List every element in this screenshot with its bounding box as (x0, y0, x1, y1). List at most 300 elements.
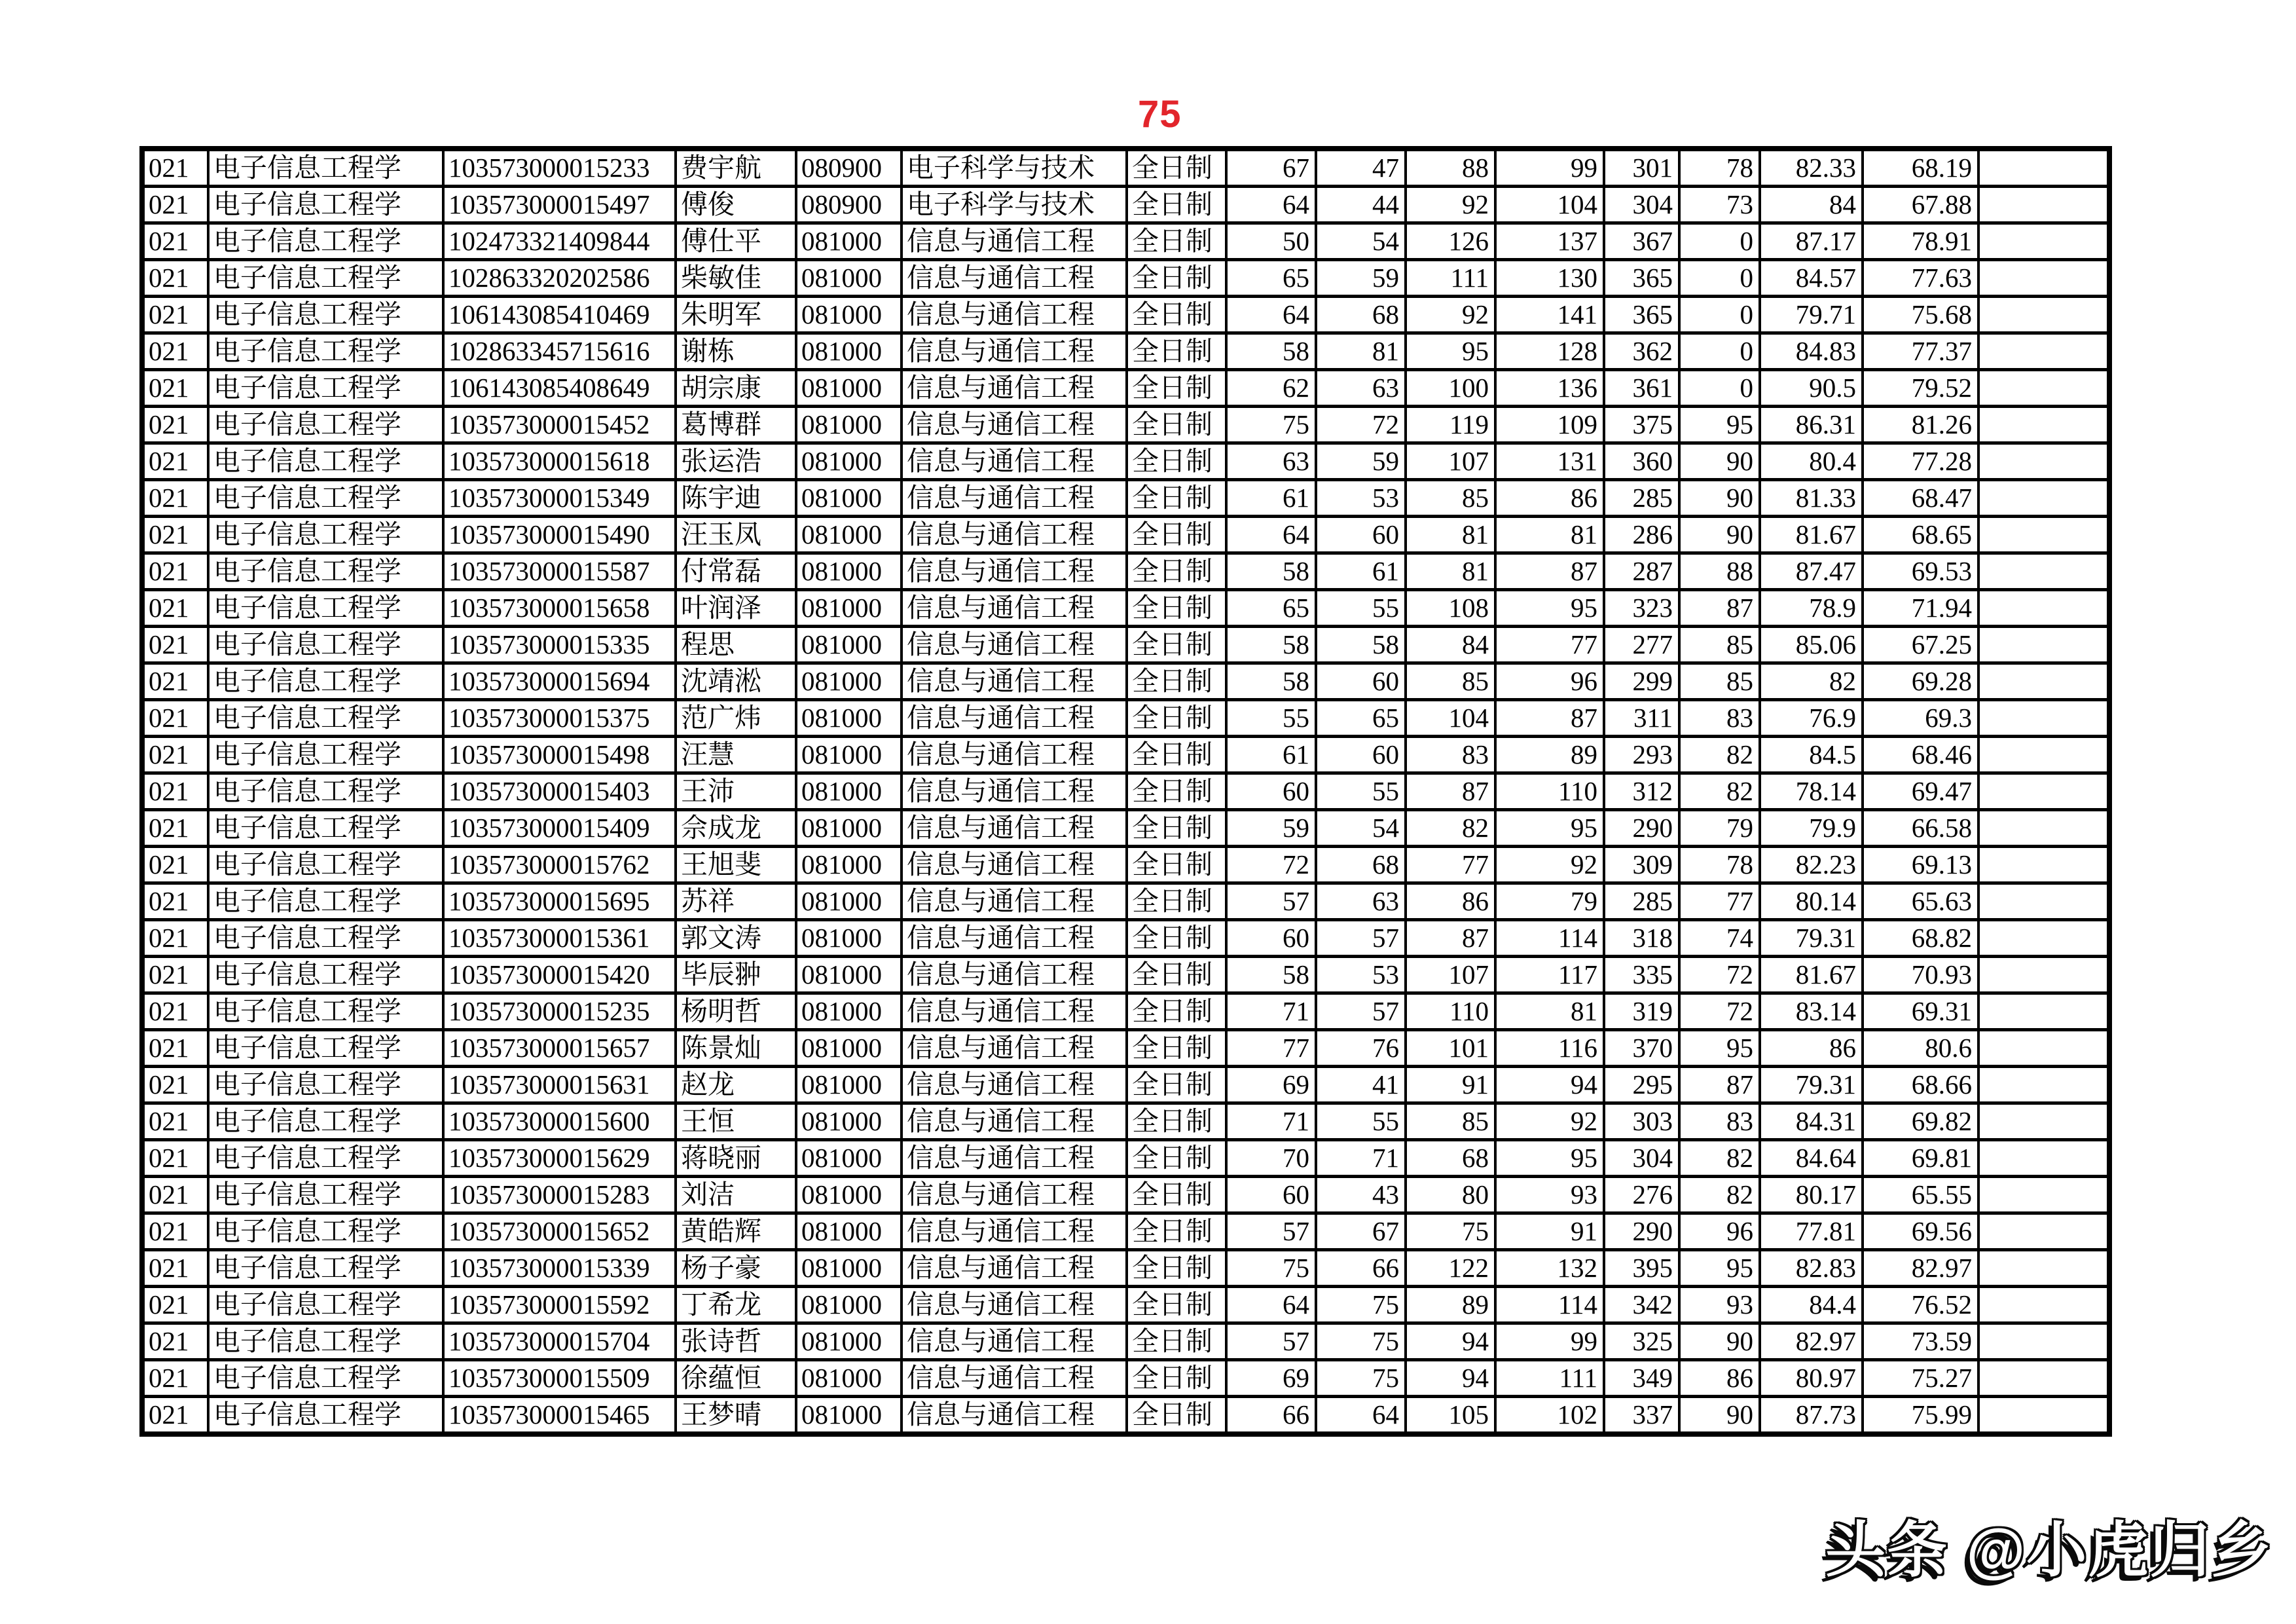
table-cell: 119 (1406, 407, 1495, 443)
table-cell: 277 (1604, 627, 1679, 663)
table-cell: 335 (1604, 957, 1679, 993)
table-cell: 全日制 (1127, 149, 1226, 187)
table-cell: 103573000015420 (443, 957, 676, 993)
table-cell: 021 (142, 187, 208, 223)
table-cell: 60 (1226, 773, 1316, 810)
table-cell: 65.63 (1863, 883, 1978, 920)
table-cell: 全日制 (1127, 333, 1226, 370)
table-cell (1978, 1067, 2109, 1103)
table-cell: 81 (1495, 993, 1604, 1030)
table-cell: 电子信息工程学 (208, 847, 443, 883)
table-cell (1978, 517, 2109, 553)
table-cell: 张诗哲 (676, 1323, 796, 1360)
table-cell: 81 (1316, 333, 1406, 370)
table-cell: 75 (1406, 1213, 1495, 1250)
table-cell: 79.31 (1760, 920, 1863, 957)
table-cell: 83 (1679, 1103, 1760, 1140)
table-cell: 77 (1679, 883, 1760, 920)
table-cell: 全日制 (1127, 407, 1226, 443)
table-cell: 081000 (796, 223, 902, 260)
table-cell: 75 (1226, 1250, 1316, 1287)
table-cell: 72 (1679, 993, 1760, 1030)
table-cell: 081000 (796, 1213, 902, 1250)
table-cell: 101 (1406, 1030, 1495, 1067)
table-cell (1978, 993, 2109, 1030)
table-row (142, 443, 2109, 480)
table-cell: 68.66 (1863, 1067, 1978, 1103)
table-cell: 电子信息工程学 (208, 1140, 443, 1177)
table-cell: 128 (1495, 333, 1604, 370)
table-row (142, 223, 2109, 260)
table-cell: 77.81 (1760, 1213, 1863, 1250)
table-cell: 103573000015349 (443, 480, 676, 517)
table-cell: 021 (142, 700, 208, 737)
table-cell: 021 (142, 1177, 208, 1213)
table-cell: 77 (1406, 847, 1495, 883)
table-cell: 87.47 (1760, 553, 1863, 590)
table-cell: 104 (1495, 187, 1604, 223)
table-row (142, 1287, 2109, 1323)
table-cell: 71 (1226, 993, 1316, 1030)
table-cell: 47 (1316, 149, 1406, 187)
table-cell: 107 (1406, 443, 1495, 480)
admission-score-table (139, 146, 2112, 1437)
table-cell: 80.17 (1760, 1177, 1863, 1213)
table-cell: 84.5 (1760, 737, 1863, 773)
table-cell: 64 (1226, 1287, 1316, 1323)
table-cell: 021 (142, 590, 208, 627)
table-cell: 信息与通信工程 (902, 443, 1127, 480)
table-cell: 信息与通信工程 (902, 737, 1127, 773)
table-cell (1978, 1103, 2109, 1140)
table-cell: 021 (142, 1030, 208, 1067)
table-cell: 081000 (796, 1140, 902, 1177)
table-cell: 信息与通信工程 (902, 407, 1127, 443)
table-cell: 66 (1226, 1397, 1316, 1435)
table-cell: 367 (1604, 223, 1679, 260)
table-cell: 全日制 (1127, 957, 1226, 993)
table-cell (1978, 443, 2109, 480)
table-cell: 55 (1316, 1103, 1406, 1140)
table-cell: 电子信息工程学 (208, 517, 443, 553)
table-cell: 68.65 (1863, 517, 1978, 553)
table-row (142, 187, 2109, 223)
table-cell: 375 (1604, 407, 1679, 443)
table-cell: 021 (142, 1103, 208, 1140)
table-cell: 65 (1226, 260, 1316, 297)
table-cell: 82 (1760, 663, 1863, 700)
table-cell: 309 (1604, 847, 1679, 883)
table-cell: 60 (1226, 920, 1316, 957)
table-cell (1978, 1287, 2109, 1323)
table-cell: 290 (1604, 1213, 1679, 1250)
table-cell: 69.3 (1863, 700, 1978, 737)
table-row (142, 1360, 2109, 1397)
table-cell: 信息与通信工程 (902, 333, 1127, 370)
table-cell: 91 (1495, 1213, 1604, 1250)
table-cell: 89 (1495, 737, 1604, 773)
table-cell: 103573000015335 (443, 627, 676, 663)
table-cell: 信息与通信工程 (902, 883, 1127, 920)
table-cell: 103573000015235 (443, 993, 676, 1030)
table-cell: 103573000015490 (443, 517, 676, 553)
table-cell: 电子信息工程学 (208, 223, 443, 260)
table-cell: 73 (1679, 187, 1760, 223)
table-cell: 信息与通信工程 (902, 627, 1127, 663)
table-cell: 80.14 (1760, 883, 1863, 920)
table-cell: 信息与通信工程 (902, 993, 1127, 1030)
table-cell: 信息与通信工程 (902, 1323, 1127, 1360)
table-cell: 66 (1316, 1250, 1406, 1287)
table-cell: 94 (1495, 1067, 1604, 1103)
table-cell: 陈景灿 (676, 1030, 796, 1067)
table-cell: 汪玉凤 (676, 517, 796, 553)
table-row (142, 1103, 2109, 1140)
table-cell (1978, 663, 2109, 700)
table-cell: 349 (1604, 1360, 1679, 1397)
table-cell: 287 (1604, 553, 1679, 590)
table-cell: 021 (142, 1213, 208, 1250)
table-cell: 69 (1226, 1360, 1316, 1397)
table-cell: 87 (1406, 920, 1495, 957)
table-cell: 84 (1406, 627, 1495, 663)
table-cell: 电子信息工程学 (208, 590, 443, 627)
table-cell: 96 (1679, 1213, 1760, 1250)
table-row (142, 1323, 2109, 1360)
table-cell: 80 (1406, 1177, 1495, 1213)
table-cell: 94 (1406, 1360, 1495, 1397)
table-cell (1978, 553, 2109, 590)
table-cell: 58 (1226, 663, 1316, 700)
table-cell: 沈靖淞 (676, 663, 796, 700)
table-cell: 全日制 (1127, 1177, 1226, 1213)
table-cell (1978, 627, 2109, 663)
table-cell: 68 (1316, 297, 1406, 333)
table-cell: 103573000015704 (443, 1323, 676, 1360)
table-cell: 83.14 (1760, 993, 1863, 1030)
table-cell: 92 (1495, 1103, 1604, 1140)
table-cell: 92 (1495, 847, 1604, 883)
table-cell: 95 (1679, 1030, 1760, 1067)
table-cell: 95 (1495, 1140, 1604, 1177)
table-cell: 360 (1604, 443, 1679, 480)
table-cell: 苏祥 (676, 883, 796, 920)
table-cell: 285 (1604, 883, 1679, 920)
table-cell: 081000 (796, 480, 902, 517)
table-cell: 95 (1679, 1250, 1760, 1287)
table-cell: 106143085410469 (443, 297, 676, 333)
table-cell: 93 (1495, 1177, 1604, 1213)
table-cell: 081000 (796, 920, 902, 957)
table-cell: 81.33 (1760, 480, 1863, 517)
table-cell: 103573000015339 (443, 1250, 676, 1287)
table-cell: 90 (1679, 517, 1760, 553)
table-cell: 337 (1604, 1397, 1679, 1435)
table-cell: 84.31 (1760, 1103, 1863, 1140)
table-cell (1978, 297, 2109, 333)
table-row (142, 370, 2109, 407)
table-cell: 57 (1226, 1213, 1316, 1250)
table-cell: 87 (1679, 1067, 1760, 1103)
table-row (142, 1213, 2109, 1250)
table-cell: 95 (1495, 590, 1604, 627)
table-cell: 信息与通信工程 (902, 1030, 1127, 1067)
table-row (142, 149, 2109, 187)
table-cell (1978, 737, 2109, 773)
table-cell: 77.37 (1863, 333, 1978, 370)
table-cell: 69 (1226, 1067, 1316, 1103)
table-cell: 021 (142, 443, 208, 480)
table-cell: 全日制 (1127, 1397, 1226, 1435)
table-cell (1978, 1213, 2109, 1250)
table-cell: 103573000015592 (443, 1287, 676, 1323)
table-cell: 80.6 (1863, 1030, 1978, 1067)
table-cell: 电子信息工程学 (208, 1250, 443, 1287)
table-cell: 电子信息工程学 (208, 700, 443, 737)
table-cell: 信息与通信工程 (902, 590, 1127, 627)
table-cell: 91 (1406, 1067, 1495, 1103)
table-cell: 电子信息工程学 (208, 883, 443, 920)
table-cell: 信息与通信工程 (902, 1250, 1127, 1287)
table-row (142, 700, 2109, 737)
table-cell: 304 (1604, 1140, 1679, 1177)
table-cell: 信息与通信工程 (902, 297, 1127, 333)
table-cell: 136 (1495, 370, 1604, 407)
table-cell: 90 (1679, 1323, 1760, 1360)
table-cell: 103573000015497 (443, 187, 676, 223)
table-cell: 57 (1226, 1323, 1316, 1360)
table-cell: 021 (142, 737, 208, 773)
table-cell: 081000 (796, 370, 902, 407)
table-cell: 75.99 (1863, 1397, 1978, 1435)
table-cell: 信息与通信工程 (902, 773, 1127, 810)
table-cell: 杨明哲 (676, 993, 796, 1030)
table-cell: 319 (1604, 993, 1679, 1030)
table-cell: 信息与通信工程 (902, 1360, 1127, 1397)
table-cell: 蒋晓丽 (676, 1140, 796, 1177)
table-cell: 89 (1406, 1287, 1495, 1323)
table-cell: 318 (1604, 920, 1679, 957)
table-cell: 100 (1406, 370, 1495, 407)
table-cell: 60 (1316, 737, 1406, 773)
table-cell: 69.56 (1863, 1213, 1978, 1250)
table-cell: 103573000015618 (443, 443, 676, 480)
table-cell: 370 (1604, 1030, 1679, 1067)
table-cell: 303 (1604, 1103, 1679, 1140)
table-cell: 信息与通信工程 (902, 370, 1127, 407)
table-row (142, 407, 2109, 443)
table-cell: 58 (1226, 553, 1316, 590)
table-cell: 342 (1604, 1287, 1679, 1323)
table-cell: 全日制 (1127, 223, 1226, 260)
table-cell: 71 (1226, 1103, 1316, 1140)
table-cell (1978, 810, 2109, 847)
table-cell: 电子信息工程学 (208, 1287, 443, 1323)
table-cell: 103573000015409 (443, 810, 676, 847)
table-cell: 021 (142, 993, 208, 1030)
table-cell: 谢栋 (676, 333, 796, 370)
table-cell: 081000 (796, 957, 902, 993)
table-cell: 86.31 (1760, 407, 1863, 443)
table-cell: 胡宗康 (676, 370, 796, 407)
table-cell: 全日制 (1127, 480, 1226, 517)
table-cell: 电子信息工程学 (208, 297, 443, 333)
table-cell: 081000 (796, 847, 902, 883)
table-cell: 103573000015498 (443, 737, 676, 773)
table-cell: 65 (1316, 700, 1406, 737)
table-cell: 王恒 (676, 1103, 796, 1140)
table-cell: 75 (1316, 1323, 1406, 1360)
table-cell: 69.47 (1863, 773, 1978, 810)
table-cell: 323 (1604, 590, 1679, 627)
table-cell: 葛博群 (676, 407, 796, 443)
table-cell: 77.63 (1863, 260, 1978, 297)
table-cell: 74 (1679, 920, 1760, 957)
table-row (142, 517, 2109, 553)
table-cell: 75.27 (1863, 1360, 1978, 1397)
table-cell: 82 (1679, 1177, 1760, 1213)
table-cell: 365 (1604, 297, 1679, 333)
table-cell: 全日制 (1127, 847, 1226, 883)
table-cell: 141 (1495, 297, 1604, 333)
table-cell: 58 (1226, 333, 1316, 370)
table-cell: 66.58 (1863, 810, 1978, 847)
table-cell: 080900 (796, 149, 902, 187)
table-cell: 电子信息工程学 (208, 920, 443, 957)
table-row (142, 260, 2109, 297)
table-cell: 64 (1226, 297, 1316, 333)
table-cell: 信息与通信工程 (902, 1397, 1127, 1435)
table-cell: 021 (142, 260, 208, 297)
table-cell: 赵龙 (676, 1067, 796, 1103)
table-cell: 87 (1495, 553, 1604, 590)
table-cell (1978, 1140, 2109, 1177)
table-cell: 58 (1316, 627, 1406, 663)
table-cell (1978, 773, 2109, 810)
table-cell: 081000 (796, 333, 902, 370)
table-cell: 信息与通信工程 (902, 1140, 1127, 1177)
table-cell: 108 (1406, 590, 1495, 627)
table-cell: 86 (1495, 480, 1604, 517)
table-cell: 信息与通信工程 (902, 1213, 1127, 1250)
table-cell: 69.81 (1863, 1140, 1978, 1177)
table-cell: 081000 (796, 590, 902, 627)
table-cell: 0 (1679, 223, 1760, 260)
table-cell: 83 (1679, 700, 1760, 737)
table-cell: 全日制 (1127, 737, 1226, 773)
table-row (142, 480, 2109, 517)
table-cell: 60 (1226, 1177, 1316, 1213)
table-row (142, 663, 2109, 700)
table-cell: 87 (1495, 700, 1604, 737)
table-cell: 信息与通信工程 (902, 480, 1127, 517)
table-cell: 57 (1316, 920, 1406, 957)
table-cell: 95 (1679, 407, 1760, 443)
table-cell: 312 (1604, 773, 1679, 810)
table-cell: 311 (1604, 700, 1679, 737)
table-cell: 021 (142, 297, 208, 333)
table-cell: 87 (1406, 773, 1495, 810)
table-cell: 71 (1316, 1140, 1406, 1177)
table-cell: 72 (1679, 957, 1760, 993)
table-cell: 85 (1406, 1103, 1495, 1140)
table-cell: 69.13 (1863, 847, 1978, 883)
table-cell: 95 (1406, 333, 1495, 370)
table-cell: 王梦晴 (676, 1397, 796, 1435)
table-cell: 114 (1495, 920, 1604, 957)
table-cell: 范广炜 (676, 700, 796, 737)
table-cell: 395 (1604, 1250, 1679, 1287)
table-cell: 电子科学与技术 (902, 187, 1127, 223)
table-cell: 78.91 (1863, 223, 1978, 260)
table-cell: 全日制 (1127, 773, 1226, 810)
table-cell: 55 (1316, 590, 1406, 627)
table-cell (1978, 407, 2109, 443)
table-cell: 021 (142, 1323, 208, 1360)
table-cell: 全日制 (1127, 517, 1226, 553)
table-cell: 102473321409844 (443, 223, 676, 260)
table-cell: 75 (1316, 1360, 1406, 1397)
table-cell: 41 (1316, 1067, 1406, 1103)
table-cell: 81 (1406, 517, 1495, 553)
table-cell: 081000 (796, 700, 902, 737)
table-cell: 64 (1226, 517, 1316, 553)
table-cell: 103573000015283 (443, 1177, 676, 1213)
table-cell: 103573000015361 (443, 920, 676, 957)
table-cell: 全日制 (1127, 663, 1226, 700)
table-cell (1978, 847, 2109, 883)
table-cell: 103573000015762 (443, 847, 676, 883)
table-cell: 75.68 (1863, 297, 1978, 333)
table-cell: 全日制 (1127, 993, 1226, 1030)
table-cell: 61 (1316, 553, 1406, 590)
table-cell: 103573000015631 (443, 1067, 676, 1103)
table-cell: 88 (1406, 149, 1495, 187)
table-cell: 全日制 (1127, 1030, 1226, 1067)
table-cell: 81 (1406, 553, 1495, 590)
table-cell: 53 (1316, 480, 1406, 517)
table-cell: 0 (1679, 260, 1760, 297)
table-cell: 全日制 (1127, 553, 1226, 590)
table-cell: 131 (1495, 443, 1604, 480)
table-cell: 全日制 (1127, 627, 1226, 663)
table-cell: 76 (1316, 1030, 1406, 1067)
page-number: 75 (1138, 93, 1182, 136)
table-cell: 081000 (796, 773, 902, 810)
table-cell: 081000 (796, 1323, 902, 1360)
table-cell: 081000 (796, 407, 902, 443)
table-cell: 63 (1316, 883, 1406, 920)
table-cell: 82 (1679, 1140, 1760, 1177)
table-cell: 电子信息工程学 (208, 957, 443, 993)
table-cell: 080900 (796, 187, 902, 223)
table-cell: 69.82 (1863, 1103, 1978, 1140)
table-cell: 全日制 (1127, 443, 1226, 480)
table-row (142, 590, 2109, 627)
table-row (142, 1177, 2109, 1213)
table-cell: 全日制 (1127, 920, 1226, 957)
table-cell: 78 (1679, 847, 1760, 883)
table-cell: 276 (1604, 1177, 1679, 1213)
table-cell: 021 (142, 370, 208, 407)
table-cell (1978, 223, 2109, 260)
table-cell: 081000 (796, 1397, 902, 1435)
table-cell (1978, 1030, 2109, 1067)
table-cell: 87.17 (1760, 223, 1863, 260)
table-row (142, 847, 2109, 883)
table-cell: 信息与通信工程 (902, 1177, 1127, 1213)
table-cell: 43 (1316, 1177, 1406, 1213)
